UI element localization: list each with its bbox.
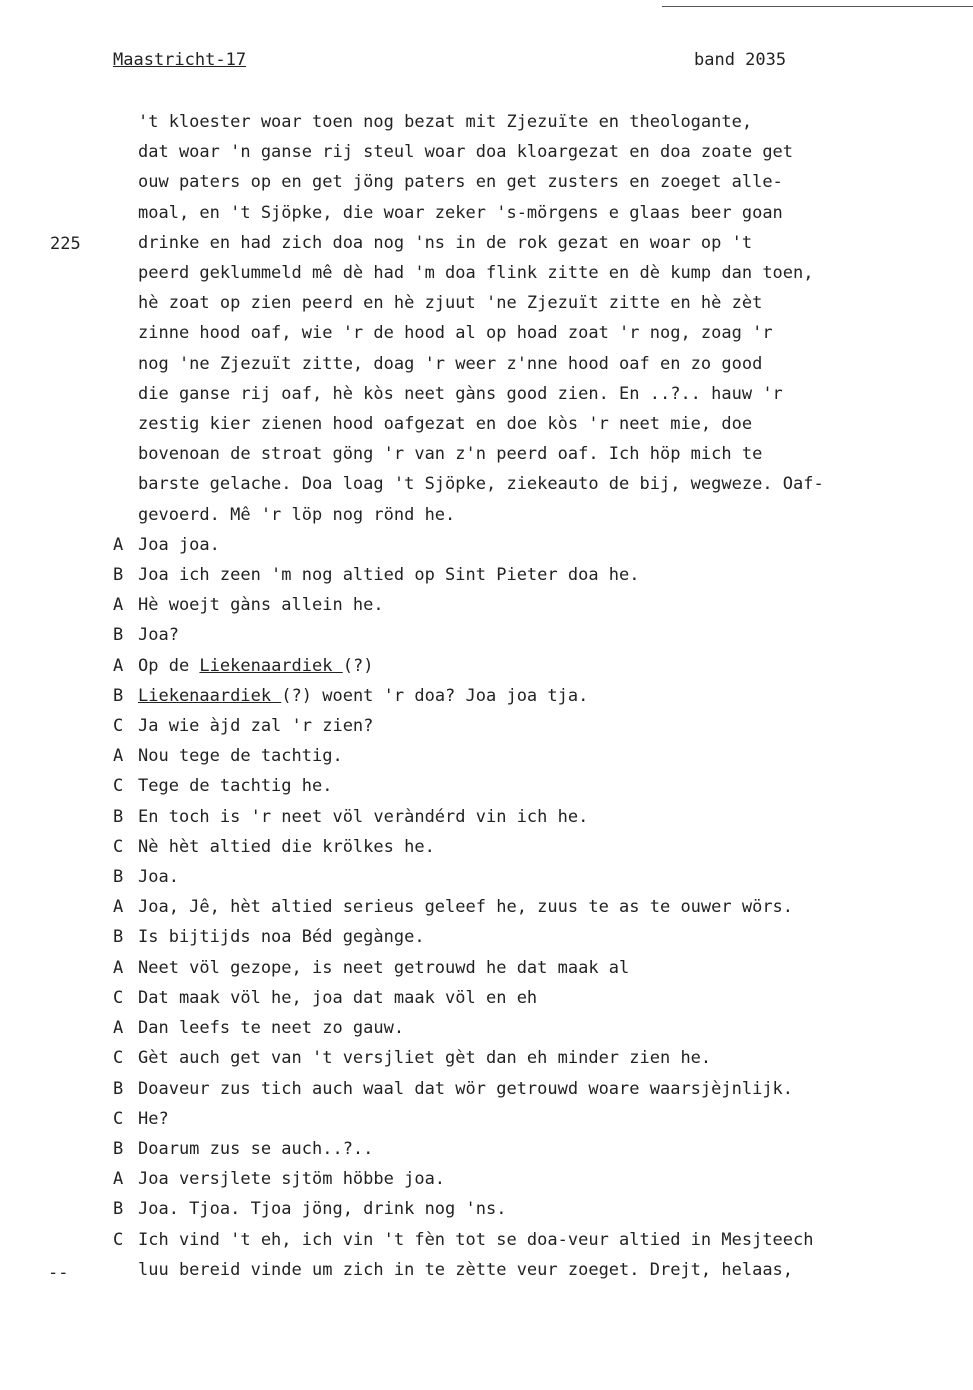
utterance-text: Doarum zus se auch..?.. xyxy=(138,1138,374,1159)
dialogue-turn xyxy=(113,983,963,1013)
speaker-label: C xyxy=(113,716,124,737)
dialogue-turn xyxy=(113,681,963,711)
dialogue-turn xyxy=(113,922,963,952)
dialogue-turn xyxy=(113,1194,963,1224)
underlined-place-name: Liekenaardiek xyxy=(138,685,282,706)
utterance-text: Joa. Tjoa. Tjoa jöng, drink nog 'ns. xyxy=(138,1199,507,1220)
dialogue-turn xyxy=(113,741,963,771)
utterance-text: Nou tege de tachtig. xyxy=(138,746,343,767)
speaker-label: B xyxy=(113,685,124,706)
continuation-line: luu bereid vinde um zich in te zètte veur zoeget. Drejt, helaas, xyxy=(138,1259,794,1280)
dialogue-turn xyxy=(113,953,963,983)
speaker-label: C xyxy=(113,1108,124,1129)
dialogue-turn xyxy=(113,1013,963,1043)
utterance-text: Op de xyxy=(138,655,200,676)
margin-line-number: 225 xyxy=(50,234,81,254)
underlined-place-name: Liekenaardiek xyxy=(199,655,343,676)
speaker-label: C xyxy=(113,1229,124,1250)
utterance-text: Joa joa. xyxy=(138,534,220,555)
utterance-text: Joa, Jê, hèt altied serieus geleef he, zuus te as te ouwer wörs. xyxy=(138,897,794,918)
dialogue-turn xyxy=(113,1043,963,1073)
speaker-label: A xyxy=(113,534,124,555)
transcript-body xyxy=(113,107,963,1285)
paragraph-line: gevoerd. Mê 'r löp nog rönd he. xyxy=(138,504,456,525)
utterance-text: Joa versjlete sjtöm höbbe joa. xyxy=(138,1169,446,1190)
speaker-label: B xyxy=(113,1199,124,1220)
speaker-label: B xyxy=(113,565,124,586)
paragraph-line: barste gelache. Doa loag 't Sjöpke, ziekeauto de bij, wegweze. Oaf- xyxy=(138,474,824,495)
utterance-text: Neet völ gezope, is neet getrouwd he dat maak al xyxy=(138,957,630,978)
utterance-text: En toch is 'r neet völ veràndérd vin ich he. xyxy=(138,806,589,827)
dialogue-turn xyxy=(113,651,963,681)
paragraph-line: ouw paters op en get jöng paters en get zusters en zoeget alle- xyxy=(138,172,783,193)
utterance-text: Nè hèt altied die krölkes he. xyxy=(138,836,435,857)
speaker-label: B xyxy=(113,867,124,888)
dialogue-turn xyxy=(113,832,963,862)
speaker-label: B xyxy=(113,806,124,827)
dialogue-turn xyxy=(113,1104,963,1134)
speaker-label: A xyxy=(113,897,124,918)
utterance-text: Joa. xyxy=(138,867,179,888)
dialogue-turn xyxy=(113,771,963,801)
utterance-text: Is bijtijds noa Béd gegànge. xyxy=(138,927,425,948)
narrative-paragraph xyxy=(113,107,963,530)
utterance-text: Gèt auch get van 't versjliet gèt dan eh minder zien he. xyxy=(138,1048,712,1069)
utterance-text: Hè woejt gàns allein he. xyxy=(138,595,384,616)
speaker-label: C xyxy=(113,1048,124,1069)
speaker-label: B xyxy=(113,927,124,948)
utterance-text: (?) xyxy=(342,655,374,676)
utterance-text: Dat maak völ he, joa dat maak völ en eh xyxy=(138,987,538,1008)
band-number: band 2035 xyxy=(694,50,787,70)
paragraph-line: zestig kier zienen hood oafgezat en doe kòs 'r neet mie, doe xyxy=(138,414,753,435)
speaker-label: A xyxy=(113,1169,124,1190)
paragraph-line: moal, en 't Sjöpke, die woar zeker 's-mörgens e glaas beer goan xyxy=(138,202,783,223)
document-title: Maastricht-17 xyxy=(113,50,247,70)
dialogue-turn xyxy=(113,1225,963,1255)
utterance-text: (?) woent 'r doa? Joa joa tja. xyxy=(281,685,589,706)
dialogue-turn xyxy=(113,862,963,892)
utterance-text: Dan leefs te neet zo gauw. xyxy=(138,1018,405,1039)
speaker-label: A xyxy=(113,957,124,978)
dialogue-turn xyxy=(113,530,963,560)
speaker-label: A xyxy=(113,595,124,616)
dialogue-turn xyxy=(113,1134,963,1164)
speaker-label: B xyxy=(113,625,124,646)
dialogue-turn xyxy=(113,620,963,650)
paragraph-line: die ganse rij oaf, hè kòs neet gàns good zien. En ..?.. hauw 'r xyxy=(138,383,783,404)
paragraph-line: bovenoan de stroat göng 'r van z'n peerd oaf. Ich höp mich te xyxy=(138,444,763,465)
dialogue-turn xyxy=(113,1074,963,1104)
speaker-label: B xyxy=(113,1138,124,1159)
speaker-label: A xyxy=(113,746,124,767)
utterance-text: Ich vind 't eh, ich vin 't fèn tot se doa-veur altied in Mesjteech xyxy=(138,1229,814,1250)
paragraph-line: drinke en had zich doa nog 'ns in de rok gezat en woar op 't xyxy=(138,232,753,253)
dialogue-turn xyxy=(113,711,963,741)
paragraph-line: dat woar 'n ganse rij steul woar doa kloargezat en doa zoate get xyxy=(138,142,794,163)
utterance-text: He? xyxy=(138,1108,169,1129)
speaker-label: C xyxy=(113,836,124,857)
speaker-label: C xyxy=(113,776,124,797)
dialogue-turn xyxy=(113,892,963,922)
dialogue-turn xyxy=(113,560,963,590)
paragraph-line: 't kloester woar toen nog bezat mit Zjezuïte en theologante, xyxy=(138,112,753,132)
top-rule xyxy=(662,6,973,7)
utterance-text: Ja wie àjd zal 'r zien? xyxy=(138,716,374,737)
paragraph-line: zinne hood oaf, wie 'r de hood al op hoad zoat 'r nog, zoag 'r xyxy=(138,323,773,344)
utterance-text: Tege de tachtig he. xyxy=(138,776,333,797)
dialogue-turn xyxy=(113,1164,963,1194)
utterance-text: Doaveur zus tich auch waal dat wör getrouwd woare waarsjèjnlijk. xyxy=(138,1078,794,1099)
paragraph-line: hè zoat op zien peerd en hè zjuut 'ne Zjezuït zitte en hè zèt xyxy=(138,293,763,314)
dialogue-turn xyxy=(113,802,963,832)
speaker-label: A xyxy=(113,1018,124,1039)
speaker-label: A xyxy=(113,655,124,676)
margin-dash: -- xyxy=(48,1263,69,1283)
utterance-text: Joa ich zeen 'm nog altied op Sint Pieter doa he. xyxy=(138,565,640,586)
speaker-label: B xyxy=(113,1078,124,1099)
speaker-label: C xyxy=(113,987,124,1008)
utterance-text: Joa? xyxy=(138,625,179,646)
paragraph-line: peerd geklummeld mê dè had 'm doa flink zitte en dè kump dan toen, xyxy=(138,263,814,284)
paragraph-line: nog 'ne Zjezuït zitte, doag 'r weer z'nne hood oaf en zo good xyxy=(138,353,763,374)
dialogue-turn xyxy=(113,590,963,620)
